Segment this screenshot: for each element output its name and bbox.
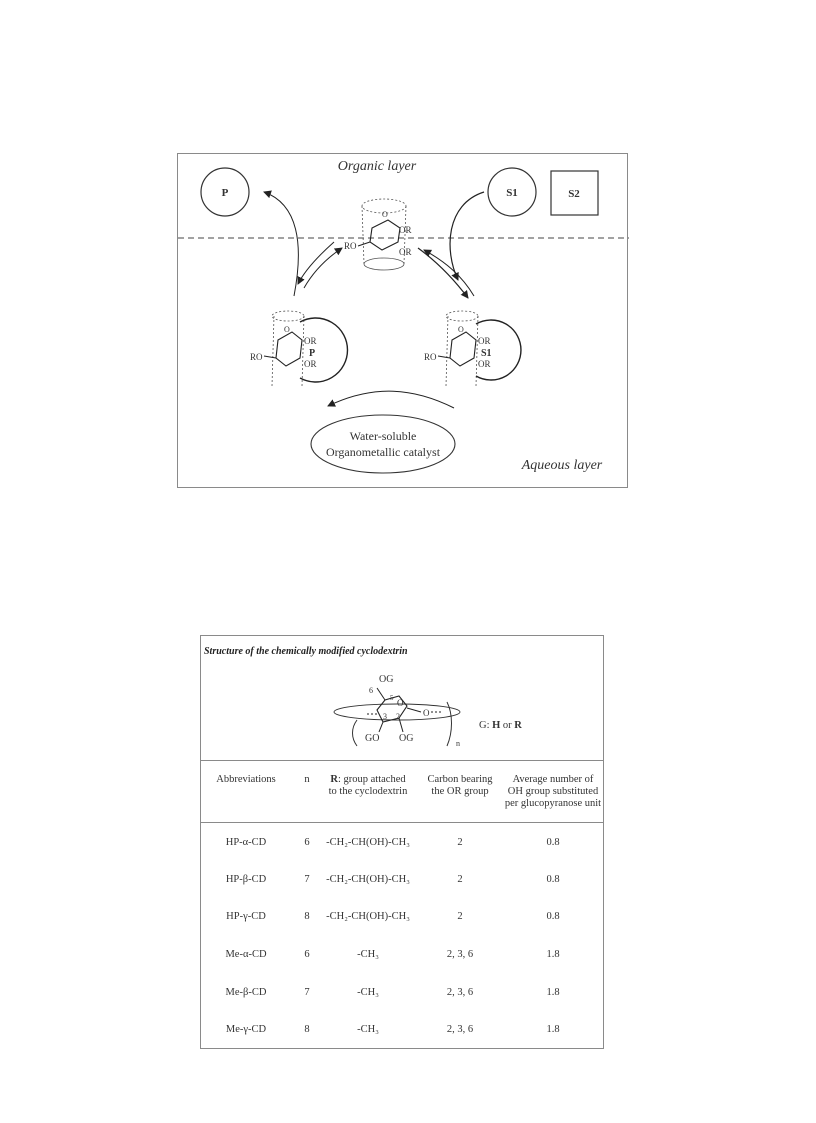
catalysis-scheme bbox=[177, 153, 628, 488]
arrow-right-to-cd bbox=[424, 250, 474, 296]
product-label: P bbox=[221, 187, 229, 199]
header-abbreviations: Abbreviations bbox=[216, 774, 276, 785]
arrow-to-product bbox=[264, 192, 298, 296]
svg-text:3: 3 bbox=[383, 712, 387, 721]
complex-p-label: P bbox=[309, 348, 316, 359]
svg-text:OR: OR bbox=[478, 336, 491, 346]
complex-s1-label: S1 bbox=[481, 348, 492, 359]
svg-text:RO: RO bbox=[424, 352, 437, 362]
structure-separator bbox=[201, 760, 603, 761]
header-n: n bbox=[304, 774, 310, 785]
cyclodextrin-complex-p bbox=[250, 311, 347, 386]
svg-text:OG: OG bbox=[379, 674, 394, 685]
svg-text:OR: OR bbox=[478, 359, 491, 369]
catalyst-line1: Water-soluble bbox=[349, 429, 417, 443]
cyclodextrin-complex-s1 bbox=[424, 311, 521, 386]
svg-text:RO: RO bbox=[344, 241, 357, 251]
catalyst-line2: Organometallic catalyst bbox=[325, 445, 441, 459]
svg-text:5: 5 bbox=[390, 694, 394, 702]
svg-text:OR: OR bbox=[304, 359, 317, 369]
substrate2-label: S2 bbox=[568, 188, 580, 200]
glucopyranose-structure bbox=[201, 636, 605, 766]
svg-text:O: O bbox=[423, 708, 430, 718]
header-average: Average number of OH group substituted per glucopyranose unit bbox=[504, 774, 602, 809]
arrow-left-to-cd bbox=[304, 248, 342, 288]
svg-text:RO: RO bbox=[250, 352, 263, 362]
svg-text:OR: OR bbox=[399, 247, 412, 257]
aqueous-layer-label: Aqueous layer bbox=[521, 458, 603, 473]
header-r-group: R: group attached to the cyclodextrin bbox=[328, 774, 408, 797]
svg-text:O: O bbox=[382, 210, 388, 219]
g-substituent-label: G: H or R bbox=[479, 720, 522, 731]
organic-layer-label: Organic layer bbox=[337, 159, 417, 174]
scheme-drawing bbox=[178, 154, 629, 489]
header-separator bbox=[201, 822, 603, 823]
svg-text:O: O bbox=[397, 698, 404, 708]
svg-text:2: 2 bbox=[396, 712, 400, 721]
svg-text:OG: OG bbox=[399, 733, 414, 744]
svg-text:GO: GO bbox=[365, 733, 380, 744]
arrow-s1-complex-to-p-complex bbox=[328, 391, 454, 408]
svg-text:O: O bbox=[458, 325, 464, 334]
svg-text:6: 6 bbox=[369, 686, 373, 695]
svg-text:OR: OR bbox=[304, 336, 317, 346]
substrate1-label: S1 bbox=[506, 187, 518, 199]
cyclodextrin-top bbox=[344, 199, 412, 270]
header-carbon: Carbon bearing the OR group bbox=[427, 774, 493, 797]
arrow-cd-to-right bbox=[418, 248, 468, 298]
catalyst-ellipse bbox=[311, 415, 455, 473]
table-figure-title: Structure of the chemically modified cyclodextrin bbox=[204, 646, 408, 657]
svg-text:n: n bbox=[456, 739, 460, 748]
svg-text:OR: OR bbox=[399, 225, 412, 235]
arrow-cd-to-left bbox=[298, 242, 334, 284]
cyclodextrin-table-figure: Structure of the chemically modified cyclodextrin OG 6 5 O O 3 2 GO OG n G: H or R Abbreviations n R: group attached to the cyclodextrin Carbon bearing the OR group Average number of OH group substituted per glucopyranose unit HP-α-CD 6 -CH₂-CH(OH)-CH₃ 2 0.8 HP-β-CD 7 -CH₂-CH(OH)-CH₃ 2 0.8 HP-γ-CD 8 -CH₂-CH(OH)-CH₃ 2 0.8 Me-α-CD 6 -CH₃ 2, 3, 6 1.8 Me-β-CD 7 -CH₃ 2, 3, 6 1.8 Me-γ-CD 8 -CH₃ 2, 3, 6 1.8 bbox=[200, 635, 604, 1049]
arrow-s1-to-interface bbox=[450, 192, 484, 280]
svg-text:O: O bbox=[284, 325, 290, 334]
